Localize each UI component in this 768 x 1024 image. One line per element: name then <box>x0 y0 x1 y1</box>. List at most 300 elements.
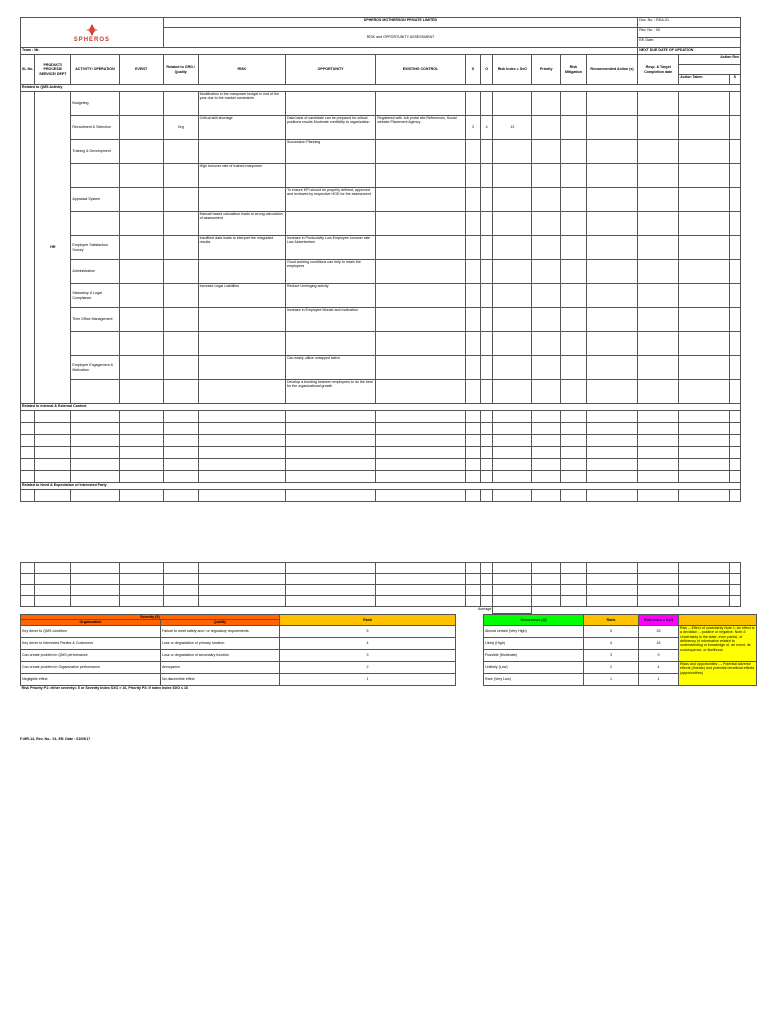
empty-cell <box>163 447 198 459</box>
empty-cell <box>465 447 480 459</box>
empty-cell <box>729 308 740 332</box>
empty-cell <box>493 490 532 502</box>
empty-cell <box>561 212 587 236</box>
empty-cell <box>21 423 35 435</box>
opportunity-cell: Develop a bonding between employees to do the best for the organizational growth <box>285 380 375 404</box>
empty-cell <box>729 380 740 404</box>
opportunity-cell: Succession Planning <box>285 140 375 164</box>
severity-cell <box>465 188 480 212</box>
risk-index-cell <box>493 356 532 380</box>
legend-rank: 2 <box>280 661 456 673</box>
risk-cell: Increase Legal Liabilities <box>198 284 285 308</box>
empty-cell <box>21 596 35 607</box>
legend-gap <box>456 637 484 649</box>
table-row <box>21 308 741 332</box>
empty-cell <box>71 435 119 447</box>
form-reference: F-MR-14, Rev. No.- 01, Eff. Date : 01/05/17 <box>20 737 91 741</box>
legend-row <box>21 673 757 685</box>
empty-cell <box>163 435 198 447</box>
dept-cell: HR <box>35 92 71 404</box>
empty-cell <box>586 92 637 116</box>
empty-cell <box>729 596 740 607</box>
risk-index-cell <box>493 236 532 260</box>
empty-cell <box>561 260 587 284</box>
empty-cell <box>638 260 679 284</box>
empty-cell <box>163 423 198 435</box>
risk-index-cell <box>493 332 532 356</box>
occurrence-cell <box>481 92 493 116</box>
empty-cell <box>465 411 480 423</box>
empty-cell <box>21 459 35 471</box>
existing-control-cell: Registered with Job portal site References, Social website Placement Agency <box>376 116 465 140</box>
empty-cell <box>679 471 729 483</box>
legend-risk-index: 4 <box>639 661 679 673</box>
empty-cell <box>493 435 532 447</box>
empty-cell <box>493 447 532 459</box>
action-res-spacer <box>679 65 741 75</box>
legend-risk-index: 16 <box>639 637 679 649</box>
table-row <box>21 435 741 447</box>
empty-cell <box>35 447 71 459</box>
empty-cell <box>586 411 637 423</box>
empty-cell <box>532 411 561 423</box>
empty-cell <box>532 332 561 356</box>
empty-cell <box>679 92 729 116</box>
empty-cell <box>163 411 198 423</box>
legend-org: Can create problem in QMS performance <box>21 649 161 661</box>
empty-cell <box>561 332 587 356</box>
related-cell <box>163 284 198 308</box>
table-row <box>21 140 741 164</box>
empty-cell <box>481 423 493 435</box>
empty-cell <box>729 164 740 188</box>
opportunity-cell <box>285 212 375 236</box>
risk-index-cell <box>493 380 532 404</box>
risk-cell <box>198 356 285 380</box>
severity-cell <box>465 332 480 356</box>
empty-cell <box>71 471 119 483</box>
empty-cell <box>586 140 637 164</box>
empty-cell <box>679 332 729 356</box>
empty-cell <box>163 585 198 596</box>
empty-cell <box>532 380 561 404</box>
activity-cell: Administration <box>71 260 119 284</box>
empty-cell <box>561 92 587 116</box>
col-occurrence: O <box>481 55 493 85</box>
legend-org: Key driver to Interested Parties & Customers <box>21 637 161 649</box>
risk-cell <box>198 188 285 212</box>
empty-cell <box>638 380 679 404</box>
risk-definition-note: Risk ---Effect of uncertainty Note 1: An effect is a deviation -- positive or negative. Note 2: Uncertainty is the state, even partial, of deficiency of information related to understanding or knowledge of, an event, its consequence, or likelihood. <box>679 625 757 661</box>
empty-cell <box>561 459 587 471</box>
legend-risk-index: 1 <box>639 673 679 685</box>
activity-cell: Training & Development <box>71 140 119 164</box>
legend-gap <box>456 661 484 673</box>
empty-cell <box>71 574 119 585</box>
event-cell <box>119 212 163 236</box>
activity-cell: Statuatory & Legal Compliance <box>71 284 119 308</box>
empty-cell <box>586 308 637 332</box>
activity-cell: Recruitment & Selection <box>71 116 119 140</box>
empty-cell <box>679 260 729 284</box>
table-row <box>21 212 741 236</box>
legend-gap <box>456 673 484 685</box>
col-priority: Priority <box>532 55 561 85</box>
severity-cell <box>465 356 480 380</box>
event-cell <box>119 92 163 116</box>
spheros-logo-icon <box>85 23 99 37</box>
empty-cell <box>679 308 729 332</box>
empty-cell <box>729 490 740 502</box>
empty-cell <box>35 459 71 471</box>
empty-cell <box>465 459 480 471</box>
empty-cell <box>729 284 740 308</box>
opportunity-cell: Increase in Employee Morale and motivation <box>285 308 375 332</box>
empty-cell <box>71 585 119 596</box>
empty-cell <box>376 459 465 471</box>
opportunity-cell: Data bank of candidate can be prepared for critical positions results Moderate credibility to organization <box>285 116 375 140</box>
risk-cell <box>198 140 285 164</box>
empty-cell <box>481 574 493 585</box>
empty-cell <box>481 447 493 459</box>
empty-cell <box>729 332 740 356</box>
empty-cell <box>119 574 163 585</box>
empty-cell <box>119 563 163 574</box>
col-severity: S <box>465 55 480 85</box>
event-cell <box>119 308 163 332</box>
section-needs: Related to Need & Expectation of Interested Party <box>21 483 741 490</box>
empty-cell <box>198 459 285 471</box>
legend-org: Can create problem in Organization performance <box>21 661 161 673</box>
empty-cell <box>285 596 375 607</box>
occurrence-cell <box>481 356 493 380</box>
table-row <box>21 471 741 483</box>
context-rows <box>21 411 741 483</box>
empty-cell <box>163 574 198 585</box>
empty-cell <box>638 574 679 585</box>
empty-cell <box>586 435 637 447</box>
table-row <box>21 447 741 459</box>
empty-cell <box>586 459 637 471</box>
empty-cell <box>532 92 561 116</box>
legend-rank: 1 <box>280 673 456 685</box>
empty-cell <box>586 380 637 404</box>
empty-cell <box>35 423 71 435</box>
empty-cell <box>481 585 493 596</box>
empty-cell <box>561 490 587 502</box>
occurrence-cell <box>481 260 493 284</box>
legend-gap <box>456 625 484 637</box>
empty-cell <box>638 490 679 502</box>
existing-control-cell <box>376 284 465 308</box>
empty-cell <box>586 563 637 574</box>
empty-cell <box>35 585 71 596</box>
effective-date: Eff. Date: <box>638 38 741 48</box>
empty-cell <box>532 308 561 332</box>
empty-cell <box>119 447 163 459</box>
occurrence-rank-header: Rank <box>584 615 639 626</box>
legend-row <box>21 661 757 673</box>
empty-cell <box>465 423 480 435</box>
legend-org: Key driver to QMS condition <box>21 625 161 637</box>
existing-control-cell <box>376 356 465 380</box>
related-cell <box>163 236 198 260</box>
empty-cell <box>285 447 375 459</box>
severity-cell <box>465 260 480 284</box>
risk-index-cell <box>493 140 532 164</box>
legend-occurrence: Likely (High) <box>484 637 584 649</box>
empty-cell <box>481 471 493 483</box>
severity-cell <box>465 236 480 260</box>
empty-cell <box>532 471 561 483</box>
empty-cell <box>493 459 532 471</box>
legend-rank: 4 <box>280 637 456 649</box>
empty-cell <box>198 471 285 483</box>
occurrence-cell <box>481 164 493 188</box>
empty-cell <box>285 423 375 435</box>
form-title: RISK and OPPORTUNITY ASSESSMENT <box>163 28 637 48</box>
empty-cell <box>493 411 532 423</box>
risk-cell <box>198 332 285 356</box>
legend-row <box>21 625 757 637</box>
empty-cell <box>729 563 740 574</box>
empty-cell <box>481 459 493 471</box>
empty-cell <box>638 308 679 332</box>
empty-cell <box>71 490 119 502</box>
empty-cell <box>638 563 679 574</box>
legend-occ-rank: 5 <box>584 625 639 637</box>
empty-cell <box>119 471 163 483</box>
risk-index-cell <box>493 260 532 284</box>
existing-control-cell <box>376 236 465 260</box>
activity-cell: Employee Engagement & Motivation <box>71 356 119 380</box>
qms-rows <box>21 92 741 404</box>
existing-control-cell <box>376 188 465 212</box>
table-row <box>21 188 741 212</box>
empty-cell <box>729 140 740 164</box>
empty-cell <box>586 423 637 435</box>
empty-cell <box>35 596 71 607</box>
empty-cell <box>729 423 740 435</box>
event-cell <box>119 116 163 140</box>
empty-cell <box>561 574 587 585</box>
col-opportunity: OPPORTUNITY <box>285 55 375 85</box>
empty-cell <box>638 585 679 596</box>
severity-cell <box>465 140 480 164</box>
empty-cell <box>119 423 163 435</box>
empty-cell <box>21 471 35 483</box>
empty-cell <box>465 585 480 596</box>
risk-index-cell <box>493 284 532 308</box>
empty-cell <box>729 188 740 212</box>
empty-cell <box>198 447 285 459</box>
opportunity-cell <box>285 164 375 188</box>
related-cell <box>163 188 198 212</box>
risk-index-cell <box>493 92 532 116</box>
event-cell <box>119 164 163 188</box>
related-cell <box>163 164 198 188</box>
legend-row <box>21 637 757 649</box>
legend-occurrence: Almost certain (Very High) <box>484 625 584 637</box>
empty-cell <box>493 423 532 435</box>
table-row <box>21 585 741 596</box>
empty-cell <box>163 563 198 574</box>
empty-cell <box>285 411 375 423</box>
col-action-res: Action Res <box>679 55 741 65</box>
empty-cell <box>679 140 729 164</box>
empty-cell <box>198 411 285 423</box>
quality-header: Quality <box>161 620 280 625</box>
empty-cell <box>285 459 375 471</box>
activity-cell <box>71 164 119 188</box>
empty-cell <box>729 356 740 380</box>
empty-cell <box>638 284 679 308</box>
empty-cell <box>679 563 729 574</box>
empty-cell <box>21 563 35 574</box>
empty-cell <box>729 116 740 140</box>
empty-cell <box>729 260 740 284</box>
occurrence-cell <box>481 308 493 332</box>
empty-cell <box>679 284 729 308</box>
empty-cell <box>532 574 561 585</box>
table-row <box>21 411 741 423</box>
empty-cell <box>119 411 163 423</box>
severity-cell <box>465 92 480 116</box>
empty-cell <box>679 236 729 260</box>
empty-cell <box>465 471 480 483</box>
empty-cell <box>198 596 285 607</box>
col-risk-index: Risk Index = SxO <box>493 55 532 85</box>
empty-cell <box>561 563 587 574</box>
existing-control-cell <box>376 260 465 284</box>
empty-cell <box>532 236 561 260</box>
opportunity-cell <box>285 332 375 356</box>
empty-cell <box>532 116 561 140</box>
risk-cell: High turnover rate of trained manpower <box>198 164 285 188</box>
empty-cell <box>561 308 587 332</box>
legend-quality: Failure to meet safety and / or regulatory requirements <box>161 625 280 637</box>
opportunity-cell: Increase in Productivity Low Employee turnover rate Low Absenteeism <box>285 236 375 260</box>
priority-note: Risk Priority P1: either severity= 5 or Severity Index SXO > 16, Priority P2: if index Index SXO ≤ 16 <box>21 685 189 690</box>
empty-cell <box>532 423 561 435</box>
empty-cell <box>561 585 587 596</box>
table-row <box>21 284 741 308</box>
risk-index-cell <box>493 308 532 332</box>
empty-cell <box>679 212 729 236</box>
empty-cell <box>638 471 679 483</box>
empty-cell <box>586 188 637 212</box>
legend-occ-rank: 1 <box>584 673 639 685</box>
empty-cell <box>586 212 637 236</box>
empty-cell <box>119 459 163 471</box>
empty-cell <box>35 471 71 483</box>
company-name: SPHEROS MOTHERSON PRIVATE LIMITED <box>163 18 637 28</box>
table-row <box>21 490 741 502</box>
activity-cell: Budgeting <box>71 92 119 116</box>
empty-cell <box>638 332 679 356</box>
activity-cell <box>71 380 119 404</box>
opportunity-cell: To ensure KPI should be properly defined, approved and reviewed by respective HOD for the assessment <box>285 188 375 212</box>
empty-cell <box>586 585 637 596</box>
table-row <box>21 596 741 607</box>
risk-cell: Modification in the manpower budget in end of the year due to the market constraints <box>198 92 285 116</box>
risk-cell: Critical skill shortage <box>198 116 285 140</box>
table-row <box>21 236 741 260</box>
empty-cell <box>163 459 198 471</box>
empty-cell <box>586 284 637 308</box>
legend-occurrence: Possible (Moderate) <box>484 649 584 661</box>
empty-cell <box>376 423 465 435</box>
empty-cell <box>586 574 637 585</box>
empty-cell <box>638 596 679 607</box>
risk-cell: Manual based calculation leads to wrong calculation of assessment <box>198 212 285 236</box>
legend-risk-index: 9 <box>639 649 679 661</box>
empty-cell <box>198 423 285 435</box>
empty-cell <box>119 435 163 447</box>
empty-cell <box>285 585 375 596</box>
table-row <box>21 356 741 380</box>
average-label: Average <box>478 607 492 611</box>
empty-cell <box>638 188 679 212</box>
opportunity-cell: Good working conditions can help to retain the employees <box>285 260 375 284</box>
risk-index-cell <box>493 212 532 236</box>
empty-cell <box>729 447 740 459</box>
table-row <box>21 459 741 471</box>
sl-cell <box>21 92 35 404</box>
empty-cell <box>376 490 465 502</box>
empty-cell <box>198 490 285 502</box>
empty-cell <box>638 423 679 435</box>
related-cell <box>163 356 198 380</box>
empty-cell <box>532 585 561 596</box>
empty-cell <box>532 260 561 284</box>
occurrence-cell <box>481 380 493 404</box>
empty-cell <box>532 212 561 236</box>
risk-opportunity-note: Risks and opportunities --- Potential adverse effects (threats) and potential beneficial effects (opportunities) <box>679 661 757 685</box>
existing-control-cell <box>376 92 465 116</box>
empty-cell <box>532 490 561 502</box>
empty-cell <box>679 380 729 404</box>
empty-cell <box>163 490 198 502</box>
empty-cell <box>586 236 637 260</box>
empty-cell <box>481 563 493 574</box>
event-cell <box>119 140 163 164</box>
empty-cell <box>729 585 740 596</box>
occurrence-cell <box>481 140 493 164</box>
empty-cell <box>679 116 729 140</box>
empty-cell <box>465 563 480 574</box>
empty-cell <box>532 447 561 459</box>
empty-cell <box>285 490 375 502</box>
legend-quality: Loss or degradation of secondary function <box>161 649 280 661</box>
opportunity-cell <box>285 92 375 116</box>
empty-cell <box>679 188 729 212</box>
empty-cell <box>679 596 729 607</box>
empty-cell <box>198 563 285 574</box>
empty-cell <box>638 411 679 423</box>
severity-cell <box>465 284 480 308</box>
empty-cell <box>586 596 637 607</box>
empty-cell <box>532 164 561 188</box>
occurrence-cell <box>481 332 493 356</box>
col-existing-control: EXISTING CONTROL <box>376 55 465 85</box>
empty-cell <box>561 411 587 423</box>
empty-cell <box>198 435 285 447</box>
related-cell <box>163 380 198 404</box>
empty-cell <box>638 92 679 116</box>
empty-cell <box>561 356 587 380</box>
empty-cell <box>285 563 375 574</box>
